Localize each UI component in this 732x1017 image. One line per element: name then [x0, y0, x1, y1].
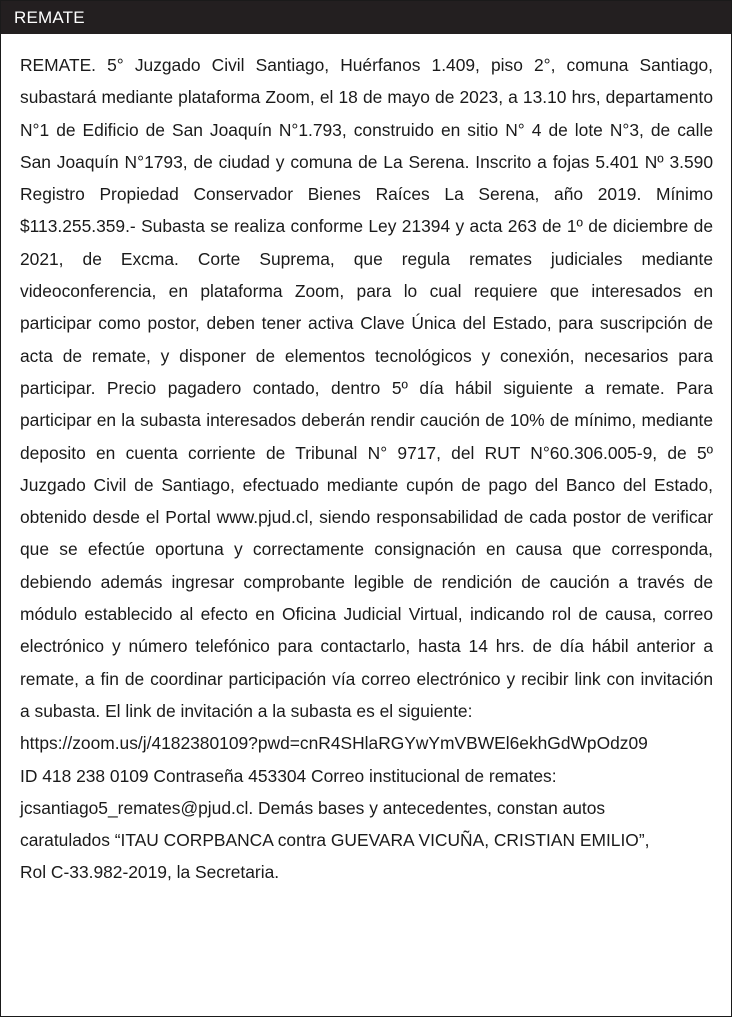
notice-body [1, 34, 731, 889]
case-role-line: Rol C-33.982-2019, la Secretaria. [20, 862, 280, 883]
email-line: jcsantiago5_remates@pjud.cl. Demás bases y antecedentes, constan autos [20, 797, 606, 818]
notice-main-paragraph: REMATE. 5° Juzgado Civil Santiago, Huérfanos 1.409, piso 2°, comuna Santiago, subastará mediante plataforma Zoom, el 18 de mayo de 2023, a 13.10 hrs, departamento N°1 de Edificio de San Joaquín N°1.793, construido en sitio N° 4 de lote N°3, de calle San Joaquín N°1793, de ciudad y comuna de La Serena. Inscrito a fojas 5.401 Nº 3.590 Registro Propiedad Conservador Bienes Raíces La Serena, año 2019. Mínimo $113.255.359.- Subasta se realiza conforme Ley 21394 y acta 263 de 1º de diciembre de 2021, de Excma. Corte Suprema, que regula remates judiciales mediante videoconferencia, en plataforma Zoom, para lo cual requiere que interesados en participar como postor, deben tener activa Clave Única del Estado, para suscripción de acta de remate, y disponer de elementos tecnológicos y conexión, necesarios para participar. Precio pagadero contado, dentro 5º día hábil siguiente a remate. Para participar en la subasta interesados deberán rendir caución de 10% de mínimo, mediante deposito en cuenta corriente de Tribunal N° 9717, del RUT N°60.306.005-9, de 5º Juzgado Civil de Santiago, efectuado mediante cupón de pago del Banco del Estado, obtenido desde el Portal www.pjud.cl, siendo responsabilidad de cada postor de verificar que se efectúe oportuna y correctamente consignación en causa que corresponda, debiendo además ingresar comprobante legible de rendición de caución a través de módulo establecido al efecto en Oficina Judicial Virtual, indicando rol de causa, correo electrónico y número telefónico para contactarlo, hasta 14 hrs. de día hábil anterior a remate, a fin de coordinar participación vía correo electrónico y recibir link con invitación a subasta. El link de invitación a la subasta es el siguiente: [20, 55, 713, 721]
notice-tail [20, 727, 713, 888]
case-title-line: caratulados “ITAU CORPBANCA contra GUEVARA VICUÑA, CRISTIAN EMILIO”, [20, 830, 650, 851]
zoom-link-line: https://zoom.us/j/4182380109?pwd=cnR4SHlaRGYwYmVBWEl6ekhGdWpOdz09 [20, 733, 648, 754]
section-header: REMATE [1, 1, 731, 34]
meeting-id-line: ID 418 238 0109 Contraseña 453304 Correo institucional de remates: [20, 765, 557, 786]
